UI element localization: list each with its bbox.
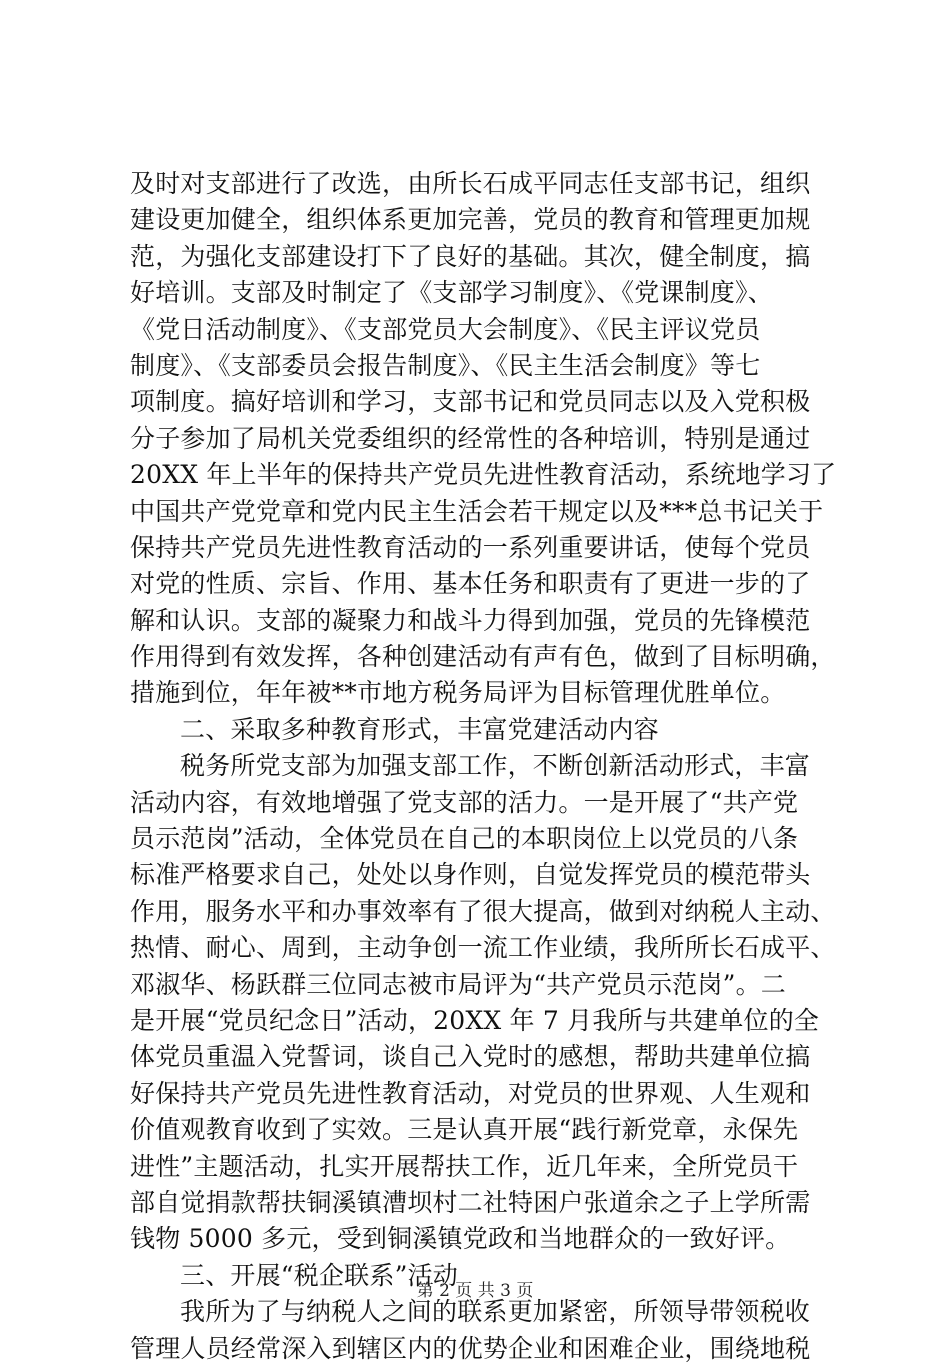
text-line: 作用，服务水平和办事效率有了很大提高，做到对纳税人主动、 xyxy=(130,896,836,926)
text-line: 及时对支部进行了改选，由所长石成平同志任支部书记，组织 xyxy=(130,169,811,198)
text-line: 是开展“党员纪念日”活动，20XX 年 7 月我所与共建单位的全 xyxy=(130,1005,820,1035)
text-line: 分子参加了局机关党委组织的经常性的各种培训，特别是通过 xyxy=(130,423,811,453)
text-line: 解和认识。支部的凝聚力和战斗力得到加强，党员的先锋模范 xyxy=(130,605,811,635)
text-line: 建设更加健全，组织体系更加完善，党员的教育和管理更加规 xyxy=(130,205,811,235)
text-line: 进性”主题活动，扎实开展帮扶工作，近几年来，全所党员干 xyxy=(130,1151,799,1181)
section-heading: 二、采取多种教育形式，丰富党建活动内容 xyxy=(180,714,659,744)
paragraph-first-line: 税务所党支部为加强支部工作，不断创新活动形式，丰富 xyxy=(180,751,811,781)
document-body xyxy=(130,166,850,1367)
text-line: 20XX 年上半年的保持共产党员先进性教育活动，系统地学习了 xyxy=(130,460,837,490)
section-heading: 三、开展“税企联系”活动 xyxy=(180,1260,458,1290)
text-line: 范，为强化支部建设打下了良好的基础。其次，健全制度，搞 xyxy=(130,241,811,271)
text-line: 好保持共产党员先进性教育活动，对党员的世界观、人生观和 xyxy=(130,1078,811,1108)
text-line: 好培训。支部及时制定了《支部学习制度》、《党课制度》、 xyxy=(130,278,773,308)
text-line: 作用得到有效发挥，各种创建活动有声有色，做到了目标明确， xyxy=(130,642,836,672)
text-line: 对党的性质、宗旨、作用、基本任务和职责有了更进一步的了 xyxy=(130,569,811,599)
text-line: 制度》、《支部委员会报告制度》、《民主生活会制度》等七 xyxy=(130,350,761,380)
text-line: 活动内容，有效地增强了党支部的活力。一是开展了“共产党 xyxy=(130,787,799,817)
text-line: 保持共产党员先进性教育活动的一系列重要讲话，使每个党员 xyxy=(130,532,811,562)
text-line: 《党日活动制度》、《支部党员大会制度》、《民主评议党员 xyxy=(130,314,761,344)
text-line: 措施到位，年年被**市地方税务局评为目标管理优胜单位。 xyxy=(130,678,786,708)
text-line: 部自觉捐款帮扶铜溪镇漕坝村二社特困户张道余之子上学所需 xyxy=(130,1187,811,1217)
text-line: 项制度。搞好培训和学习，支部书记和党员同志以及入党积极 xyxy=(130,387,811,417)
text-line: 标准严格要求自己，处处以身作则，自觉发挥党员的模范带头 xyxy=(130,860,811,890)
text-line: 中国共产党党章和党内民主生活会若干规定以及***总书记关于 xyxy=(130,496,824,526)
text-line: 管理人员经常深入到辖区内的优势企业和困难企业，围绕地税 xyxy=(130,1333,811,1363)
page-number-footer: 第 2 页 共 3 页 xyxy=(416,1281,534,1301)
text-line: 钱物 5000 多元，受到铜溪镇党政和当地群众的一致好评。 xyxy=(130,1224,791,1254)
text-line: 热情、耐心、周到，主动争创一流工作业绩，我所所长石成平、 xyxy=(130,933,836,963)
text-line: 邓淑华、杨跃群三位同志被市局评为“共产党员示范岗”。二 xyxy=(130,969,786,999)
text-line: 员示范岗”活动，全体党员在自己的本职岗位上以党员的八条 xyxy=(130,824,799,854)
text-line: 价值观教育收到了实效。三是认真开展“践行新党章，永保先 xyxy=(130,1115,799,1145)
paragraph-first-line: 我所为了与纳税人之间的联系更加紧密，所领导带领税收 xyxy=(180,1297,811,1327)
text-line: 体党员重温入党誓词，谈自己入党时的感想，帮助共建单位搞 xyxy=(130,1042,811,1072)
